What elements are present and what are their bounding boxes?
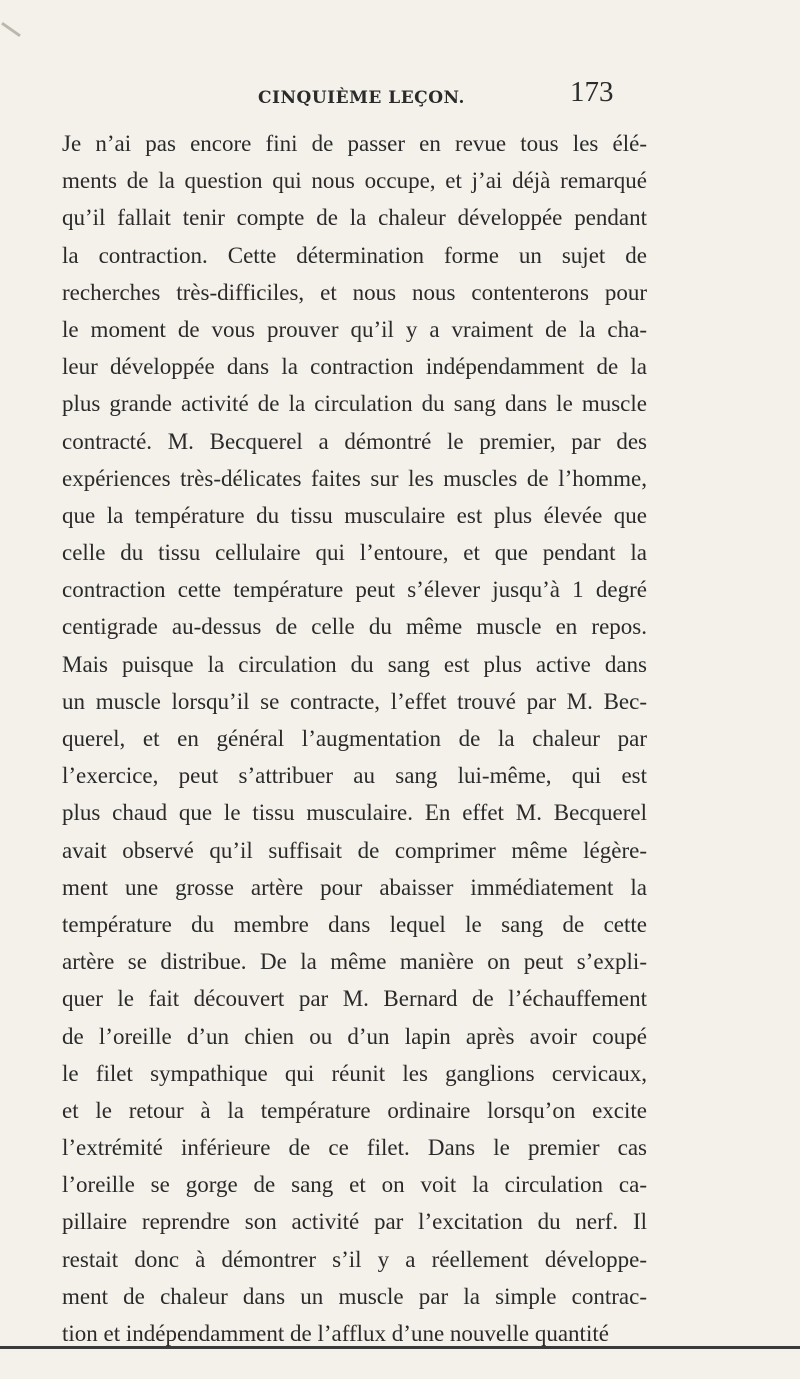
text-line: ment une grosse artère pour abaisser immédiatement la (62, 874, 647, 900)
text-line: restait donc à démontrer s’il y a réellement développe- (62, 1246, 647, 1272)
text-line: contraction cette température peut s’élever jusqu’à 1 degré (62, 577, 647, 603)
text-line: pillaire reprendre son activité par l’excitation du nerf. Il (62, 1209, 647, 1235)
text-line: que la température du tissu musculaire est plus élevée que (62, 502, 647, 528)
bottom-rule (0, 1346, 800, 1349)
text-line: un muscle lorsqu’il se contracte, l’effet trouvé par M. Bec- (62, 688, 647, 714)
text-line: l’oreille se gorge de sang et on voit la circulation ca- (62, 1172, 647, 1198)
text-line: recherches très-difficiles, et nous nous contenterons pour (62, 279, 647, 305)
text-line: la contraction. Cette détermination forme un sujet de (62, 242, 647, 268)
text-line: qu’il fallait tenir compte de la chaleur développée pendant (62, 205, 647, 231)
text-line: expériences très-délicates faites sur les muscles de l’homme, (62, 465, 647, 491)
text-line: centigrade au-dessus de celle du même muscle en repos. (62, 614, 647, 640)
text-line: ments de la question qui nous occupe, et j’ai déjà remarqué (62, 168, 647, 194)
text-line: Mais puisque la circulation du sang est plus active dans (62, 651, 647, 677)
text-line: contracté. M. Becquerel a démontré le premier, par des (62, 428, 647, 454)
page-edge-mark (1, 22, 21, 37)
text-line: le moment de vous prouver qu’il y a vraiment de la cha- (62, 316, 647, 342)
text-line: tion et indépendamment de l’afflux d’une nouvelle quantité (62, 1321, 609, 1346)
text-line: l’exercice, peut s’attribuer au sang lui-même, qui est (62, 763, 647, 789)
text-line: et le retour à la température ordinaire lorsqu’on excite (62, 1097, 647, 1123)
text-line: artère se distribue. De la même manière on peut s’expli- (62, 949, 647, 975)
text-line: querel, et en général l’augmentation de la chaleur par (62, 726, 647, 751)
text-line: température du membre dans lequel le sang de cette (62, 911, 647, 937)
running-title: CINQUIÈME LEÇON. (258, 88, 465, 108)
text-line: quer le fait découvert par M. Bernard de l’échauffement (62, 986, 647, 1012)
text-line: ment de chaleur dans un muscle par la simple contrac- (62, 1283, 647, 1309)
text-line: plus grande activité de la circulation du sang dans le muscle (62, 391, 647, 417)
text-line: de l’oreille d’un chien ou d’un lapin après avoir coupé (62, 1023, 647, 1049)
page-number: 173 (570, 76, 614, 108)
body-text (62, 125, 647, 1352)
text-line: leur développée dans la contraction indépendamment de la (62, 354, 647, 380)
text-line: celle du tissu cellulaire qui l’entoure, et que pendant la (62, 540, 647, 566)
text-line: l’extrémité inférieure de ce filet. Dans le premier cas (62, 1135, 647, 1161)
text-line: plus chaud que le tissu musculaire. En effet M. Becquerel (62, 800, 647, 826)
text-line: le filet sympathique qui réunit les ganglions cervicaux, (62, 1060, 647, 1086)
text-line: avait observé qu’il suffisait de comprimer même légère- (62, 837, 647, 863)
text-line: Je n’ai pas encore fini de passer en revue tous les élé- (62, 131, 647, 156)
